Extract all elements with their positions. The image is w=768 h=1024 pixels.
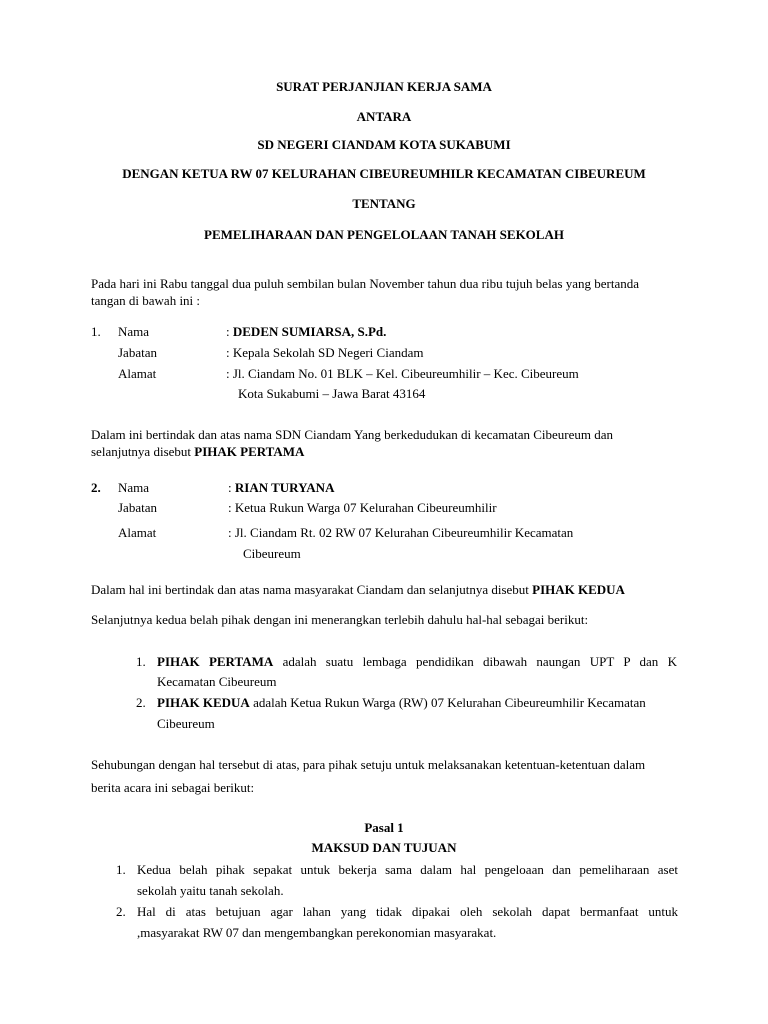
closing-line-1: Sehubungan dengan hal tersebut di atas, para pihak setuju untuk melaksanakan ketentuan-ketentuan dalam — [91, 757, 646, 772]
party2-alamat-value-2: Cibeureum — [243, 546, 301, 561]
party2-alamat-value-1: : Jl. Ciandam Rt. 02 RW 07 Kelurahan Cibeureumhilir Kecamatan — [228, 525, 574, 540]
doc-title: SURAT PERJANJIAN KERJA SAMA — [276, 79, 492, 94]
party2-nama-value — [228, 480, 334, 496]
party2-jabatan-label: Jabatan — [118, 500, 157, 515]
party1-jabatan-value: : Kepala Sekolah SD Negeri Ciandam — [226, 345, 424, 360]
doc-party-two-heading: DENGAN KETUA RW 07 KELURAHAN CIBEUREUMHILR KECAMATAN CIBEUREUM — [122, 166, 646, 181]
pasal-item-2-line-2: ,masyarakat RW 07 dan mengembangkan perekonomian masyarakat. — [137, 925, 497, 940]
point-2-role: PIHAK KEDUA — [157, 695, 250, 710]
party1-colon: : — [226, 324, 230, 339]
party2-desc — [91, 582, 625, 598]
point-1-text — [157, 654, 677, 670]
point-2-number: 2. — [136, 695, 146, 710]
doc-subtitle-antara: ANTARA — [356, 109, 412, 124]
party2-colon: : — [228, 480, 232, 495]
party2-name: RIAN TURYANA — [234, 480, 335, 495]
pasal-title: Pasal 1 — [364, 820, 404, 835]
pasal-subtitle: MAKSUD DAN TUJUAN — [311, 840, 457, 855]
party1-desc-line-2 — [91, 444, 304, 460]
party2-desc-role: PIHAK KEDUA — [532, 582, 625, 597]
party1-alamat-value-1: : Jl. Ciandam No. 01 BLK – Kel. Cibeureumhilir – Kec. Cibeureum — [226, 366, 579, 381]
point-2-body: adalah Ketua Rukun Warga (RW) 07 Kelurahan Cibeureumhilir Kecamatan — [253, 695, 646, 710]
party2-desc-prefix: Dalam hal ini bertindak dan atas nama masyarakat Ciandam dan selanjutnya disebut — [91, 582, 529, 597]
party1-alamat-label: Alamat — [118, 366, 157, 381]
party1-nama-label: Nama — [118, 324, 150, 339]
party1-alamat-value-2: Kota Sukabumi – Jawa Barat 43164 — [238, 386, 426, 401]
pasal-item-2-line-1: Hal di atas betujuan agar lahan yang tidak dipakai oleh sekolah dapat bermanfaat untuk — [137, 904, 678, 919]
pasal-item-2-number: 2. — [116, 904, 126, 919]
intro-line-2: tangan di bawah ini : — [91, 293, 201, 308]
party1-jabatan-label: Jabatan — [118, 345, 157, 360]
party1-name: DEDEN SUMIARSA, S.Pd. — [232, 324, 387, 339]
party2-jabatan-value: : Ketua Rukun Warga 07 Kelurahan Cibeureumhilir — [228, 500, 497, 515]
pasal-item-1-line-1: Kedua belah pihak sepakat untuk bekerja sama dalam hal pengeloaan dan pemeliharaan aset — [137, 862, 678, 877]
closing-line-2: berita acara ini sebagai berikut: — [91, 780, 255, 795]
party1-desc-prefix: selanjutnya disebut — [91, 444, 192, 459]
point-2-continuation: Cibeureum — [157, 716, 215, 731]
point-2-text — [157, 695, 646, 711]
statement-line: Selanjutnya kedua belah pihak dengan ini menerangkan terlebih dahulu hal-hal sebagai berikut: — [91, 612, 589, 627]
point-1-number: 1. — [136, 654, 146, 669]
point-1-continuation: Kecamatan Cibeureum — [157, 674, 277, 689]
party2-alamat-label: Alamat — [118, 525, 157, 540]
doc-subject: PEMELIHARAAN DAN PENGELOLAAN TANAH SEKOLAH — [204, 227, 564, 242]
pasal-item-1-number: 1. — [116, 862, 126, 877]
party1-desc-line-1: Dalam ini bertindak dan atas nama SDN Ciandam Yang berkedudukan di kecamatan Cibeureum dan — [91, 427, 614, 442]
party1-desc-role: PIHAK PERTAMA — [194, 444, 305, 459]
party2-number: 2. — [91, 480, 101, 495]
party1-number: 1. — [91, 324, 101, 339]
doc-party-one-heading: SD NEGERI CIANDAM KOTA SUKABUMI — [257, 137, 511, 152]
point-1-body: adalah suatu lembaga pendidikan dibawah naungan UPT P dan K — [282, 654, 677, 669]
intro-line-1: Pada hari ini Rabu tanggal dua puluh sembilan bulan November tahun dua ribu tujuh belas yang bertanda — [91, 276, 640, 291]
party1-nama-value — [226, 324, 386, 340]
point-1-role: PIHAK PERTAMA — [157, 654, 274, 669]
doc-tentang: TENTANG — [352, 196, 416, 211]
party2-nama-label: Nama — [118, 480, 150, 495]
pasal-item-1-line-2: sekolah yaitu tanah sekolah. — [137, 883, 284, 898]
